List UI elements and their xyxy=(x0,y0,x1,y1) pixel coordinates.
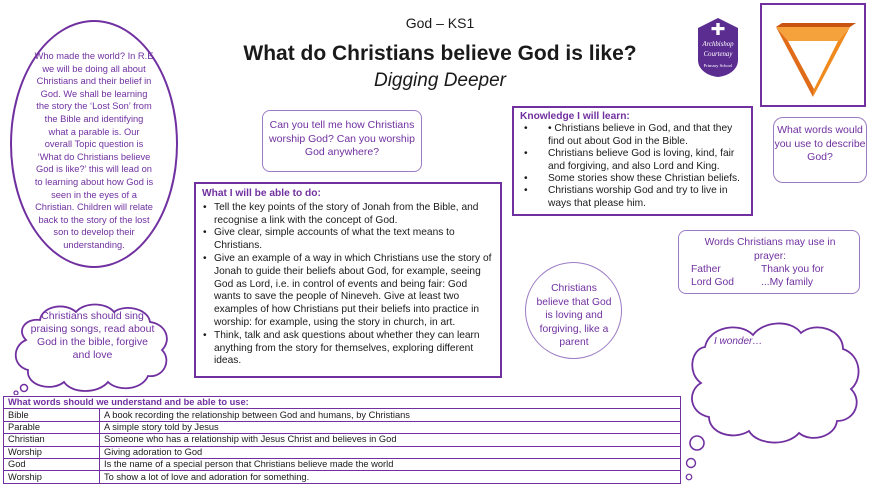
page-subtitle: Digging Deeper xyxy=(373,70,507,91)
describe-god-question-box xyxy=(773,117,867,183)
prayer-word: Thank you for xyxy=(761,264,824,275)
vocab-definition: Is the name of a special person that Christians believe made the world xyxy=(100,458,681,470)
logo-line-3: Primary School xyxy=(703,63,733,68)
list-item: • Give clear, simple accounts of what the text means to Christians. xyxy=(202,227,494,253)
vocab-term: Worship xyxy=(4,471,100,483)
worship-question-text: Can you tell me how Christians worship God? Can you worship God anywhere? xyxy=(269,119,415,158)
prayer-words-title: Words Christians may use in prayer: xyxy=(704,237,836,262)
table-row xyxy=(4,434,681,446)
table-row xyxy=(4,446,681,458)
list-item: • Christians believe God is loving, kind, fair and forgiving, and also Lord and King. xyxy=(520,148,745,173)
table-row xyxy=(4,471,681,483)
knowledge-list xyxy=(520,123,745,210)
describe-god-question-text: What words would you use to describe God? xyxy=(774,124,866,163)
logo-line-1: Archbishop xyxy=(702,41,734,48)
knowledge-box xyxy=(512,106,753,216)
topic-label: God – KS1 xyxy=(405,15,475,31)
list-item: • Think, talk and ask questions about whether they can learn anything from the story for themselves, exploring different ideas. xyxy=(202,330,494,368)
list-item: • Christians worship God and try to live in ways that please him. xyxy=(520,185,745,210)
vocab-definition: A book recording the relationship between God and humans, by Christians xyxy=(100,409,681,421)
able-to-do-box xyxy=(194,182,502,378)
vocabulary-table xyxy=(3,396,681,484)
list-item: • • Christians believe in God, and that they find out about God in the Bible. xyxy=(520,123,745,148)
trinity-image-box xyxy=(760,3,866,107)
prayer-words-box xyxy=(678,230,860,294)
able-to-do-list xyxy=(202,202,494,368)
trinity-triangle-icon xyxy=(762,5,864,105)
table-row xyxy=(4,458,681,470)
vocab-term: Parable xyxy=(4,421,100,433)
vocab-term: Bible xyxy=(4,409,100,421)
vocab-term: Christian xyxy=(4,434,100,446)
prayer-word: Father xyxy=(691,264,721,275)
list-item: • Tell the key points of the story of Jonah from the Bible, and recognise a link with the concept of God. xyxy=(202,202,494,228)
vocab-term: God xyxy=(4,458,100,470)
prayer-word: Lord God xyxy=(691,277,734,288)
able-to-do-title: What I will be able to do: xyxy=(202,188,321,199)
vocab-term: Worship xyxy=(4,446,100,458)
table-row xyxy=(4,421,681,433)
vocab-definition: To show a lot of love and adoration for something. xyxy=(100,471,681,483)
school-logo xyxy=(690,16,746,78)
intro-text: Who made the world? In R.E we will be doing all about Christians and their belief in God. We shall be learning the story the ‘Lost Son’ from the Bible and identifying what a parable is. Our overall Topic question is ‘What do Christians believe God is like?’ this will lead on to learning about how God is seen in the eyes of a Christian. Children will relate back to the story of the lost son to develop their understanding. xyxy=(34,51,154,250)
list-item: • Some stories show these Christian beliefs. xyxy=(520,173,745,185)
logo-line-2: Courtenay xyxy=(703,51,733,58)
table-row xyxy=(4,409,681,421)
page-title: What do Christians believe God is like? xyxy=(243,42,637,65)
wonder-text: I wonder… xyxy=(714,336,763,347)
vocabulary-heading: What words should we understand and be able to use: xyxy=(4,397,681,409)
knowledge-title: Knowledge I will learn: xyxy=(520,111,630,122)
prayer-word: ...My family xyxy=(761,277,814,288)
list-item: • Give an example of a way in which Christians use the story of Jonah to guide their beliefs about God, for example, seeing God as Lord, i.e. in control of events and being fair: God wants to save the people of Nineveh. Give at least two examples of how Christians put their beliefs into practice in worship: for example, using the story in church, in art. xyxy=(202,253,494,330)
thought-cloud-right xyxy=(683,317,866,485)
vocab-definition: Someone who has a relationship with Jesus Christ and believes in God xyxy=(100,434,681,446)
table-header-row xyxy=(4,397,681,409)
belief-circle-text: Christians believe that God is loving and forgiving, like a parent xyxy=(536,283,612,348)
worship-question-box xyxy=(262,110,422,172)
vocab-definition: Giving adoration to God xyxy=(100,446,681,458)
vocab-definition: A simple story told by Jesus xyxy=(100,421,681,433)
cloud-left-text: Christians should sing praising songs, read about God in the bible, forgive and love xyxy=(30,310,155,361)
